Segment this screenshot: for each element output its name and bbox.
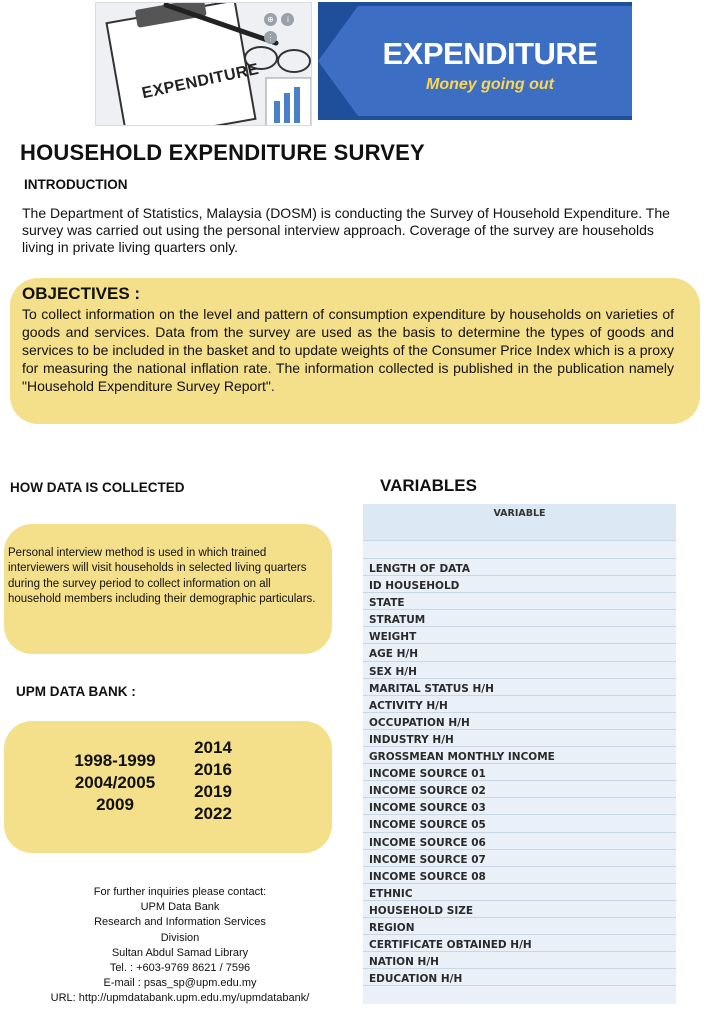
variable-row: INCOME SOURCE 07 bbox=[363, 850, 676, 867]
variable-row: WEIGHT bbox=[363, 627, 676, 644]
variables-list bbox=[363, 559, 676, 986]
variable-row: INCOME SOURCE 02 bbox=[363, 781, 676, 798]
how-collected-text: Personal interview method is used in which trained interviewers will visit households in selected living quarters during the survey period to collect information on all household members including their demographic particulars. bbox=[8, 547, 316, 606]
year-item: 2014 bbox=[194, 738, 232, 757]
variable-row: AGE H/H bbox=[363, 644, 676, 661]
variable-row: INCOME SOURCE 06 bbox=[363, 833, 676, 850]
data-bank-heading: UPM DATA BANK : bbox=[16, 684, 136, 699]
objectives-heading: OBJECTIVES : bbox=[22, 284, 141, 303]
introduction-text: The Department of Statistics, Malaysia (DOSM) is conducting the Survey of Household Expenditure. The survey was carried out using the personal interview approach. Coverage of the survey are households living in private living quarters only. bbox=[22, 205, 670, 255]
overlay-icons bbox=[264, 9, 311, 45]
variables-heading: VARIABLES bbox=[380, 476, 477, 495]
info-icon[interactable]: i bbox=[281, 13, 294, 26]
contact-line: Sultan Abdul Samad Library bbox=[111, 946, 249, 959]
page-title: HOUSEHOLD EXPENDITURE SURVEY bbox=[20, 140, 425, 165]
year-item: 2022 bbox=[194, 804, 232, 823]
variable-row: INCOME SOURCE 01 bbox=[363, 764, 676, 781]
variable-row: ETHNIC bbox=[363, 884, 676, 901]
year-item: 2019 bbox=[194, 782, 232, 801]
clipboard-label: EXPENDITURE bbox=[140, 60, 261, 103]
variable-row: STRATUM bbox=[363, 610, 676, 627]
contact-url[interactable]: URL: http://upmdatabank.upm.edu.my/upmdatabank/ bbox=[50, 992, 310, 1005]
table-spacer-row bbox=[363, 541, 676, 559]
variable-row: NATION H/H bbox=[363, 952, 676, 969]
variable-row: REGION bbox=[363, 918, 676, 935]
variable-row: GROSSMEAN MONTHLY INCOME bbox=[363, 747, 676, 764]
variable-row: INCOME SOURCE 05 bbox=[363, 815, 676, 832]
objectives-text: To collect information on the level and pattern of consumption expenditure by households on varieties of goods and services. Data from the survey are used as the basis to determine the types of goods and services to be included in the basket and to update weights of the Consumer Price Index which is a proxy for measuring the national inflation rate. The information collected is published in the publication namely "Household Expenditure Survey Report". bbox=[22, 306, 674, 394]
contact-line: Research and Information Services bbox=[94, 916, 266, 929]
contact-block bbox=[20, 885, 340, 1007]
variable-row: MARITAL STATUS H/H bbox=[363, 679, 676, 696]
expenditure-sign-image bbox=[318, 2, 632, 120]
how-collected-heading: HOW DATA IS COLLECTED bbox=[10, 480, 185, 495]
zoom-icon[interactable]: ⊕ bbox=[264, 13, 277, 26]
variable-row: ID HOUSEHOLD bbox=[363, 576, 676, 593]
variable-row: SEX H/H bbox=[363, 662, 676, 679]
contact-line: Division bbox=[160, 931, 200, 944]
variable-row: STATE bbox=[363, 593, 676, 610]
contact-line: Tel. : +603-9769 8621 / 7596 bbox=[109, 962, 251, 975]
year-item: 2009 bbox=[96, 795, 134, 814]
variables-table bbox=[363, 504, 676, 1004]
contact-email[interactable]: E-mail : psas_sp@upm.edu.my bbox=[103, 977, 257, 990]
variable-row: INCOME SOURCE 08 bbox=[363, 867, 676, 884]
variable-row: ACTIVITY H/H bbox=[363, 696, 676, 713]
years-left bbox=[60, 750, 170, 816]
year-item: 1998-1999 bbox=[74, 751, 156, 770]
variable-row: INDUSTRY H/H bbox=[363, 730, 676, 747]
variable-row: EDUCATION H/H bbox=[363, 969, 676, 986]
expenditure-clipboard-image bbox=[95, 2, 312, 126]
table-header: VARIABLE bbox=[363, 504, 676, 541]
years-right bbox=[183, 737, 243, 825]
contact-line: For further inquiries please contact: bbox=[93, 886, 267, 898]
variable-row: CERTIFICATE OBTAINED H/H bbox=[363, 935, 676, 952]
sign-subtitle: Money going out bbox=[426, 76, 554, 93]
variable-row: INCOME SOURCE 03 bbox=[363, 798, 676, 815]
contact-line: UPM Data Bank bbox=[140, 901, 220, 914]
year-item: 2004/2005 bbox=[74, 773, 156, 792]
variable-row: OCCUPATION H/H bbox=[363, 713, 676, 730]
variable-row: LENGTH OF DATA bbox=[363, 559, 676, 576]
introduction-heading: INTRODUCTION bbox=[24, 177, 128, 192]
year-item: 2016 bbox=[194, 760, 232, 779]
sign-title: EXPENDITURE bbox=[382, 36, 598, 71]
variable-row: HOUSEHOLD SIZE bbox=[363, 901, 676, 918]
more-icon[interactable]: ⋮ bbox=[264, 31, 277, 44]
